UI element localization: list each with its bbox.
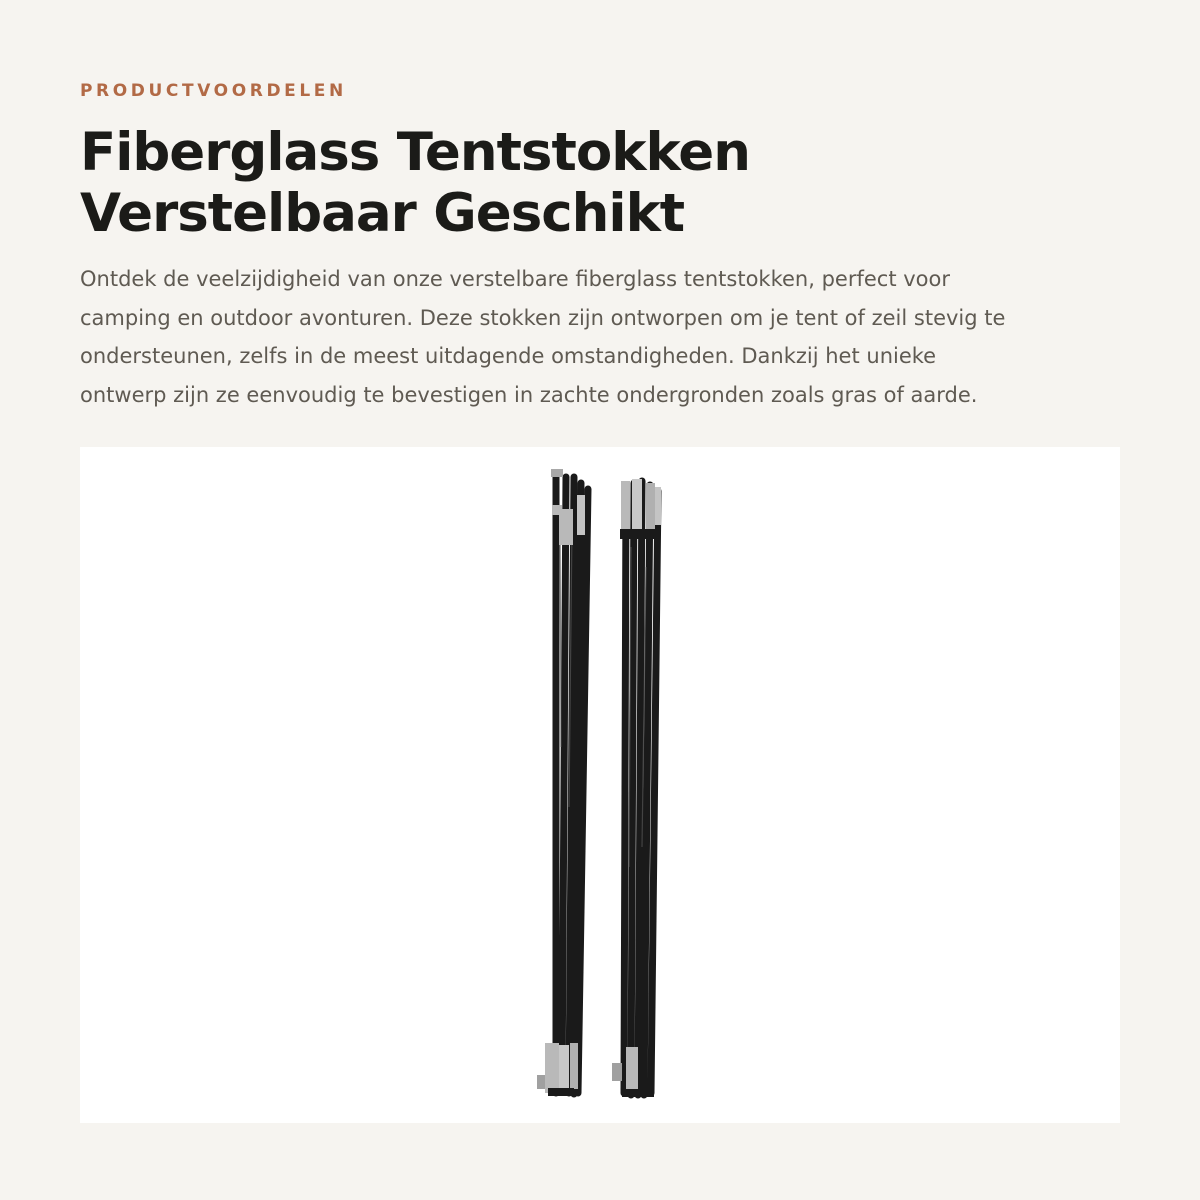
- product-description-line-1: Ontdek de veelzijdigheid van onze verstelbare fiberglass tentstokken, perfect voor: [80, 267, 950, 291]
- product-title-line-1: Fiberglass Tentstokken: [80, 122, 750, 183]
- product-description-line-2: camping en outdoor avonturen. Deze stokken zijn ontworpen om je tent of zeil stevig te: [80, 305, 1006, 330]
- product-benefits-section: [80, 0, 1120, 1200]
- tent-poles-illustration: [80, 447, 1120, 1123]
- product-image: [80, 447, 1120, 1123]
- pole-bundle-right: [612, 479, 661, 1097]
- product-title-line-2: Verstelbaar Geschikt: [80, 183, 685, 244]
- pole-bundle-left: [537, 469, 588, 1096]
- product-description-line-3: ondersteunen, zelfs in de meest uitdagende omstandigheden. Dankzij het unieke: [80, 344, 937, 368]
- product-description: [80, 260, 1120, 414]
- section-eyebrow: PRODUCTVOORDELEN: [80, 81, 347, 101]
- product-title: [80, 122, 1120, 244]
- product-description-line-4: ontwerp zijn ze eenvoudig te bevestigen in zachte ondergronden zoals gras of aarde.: [80, 382, 978, 407]
